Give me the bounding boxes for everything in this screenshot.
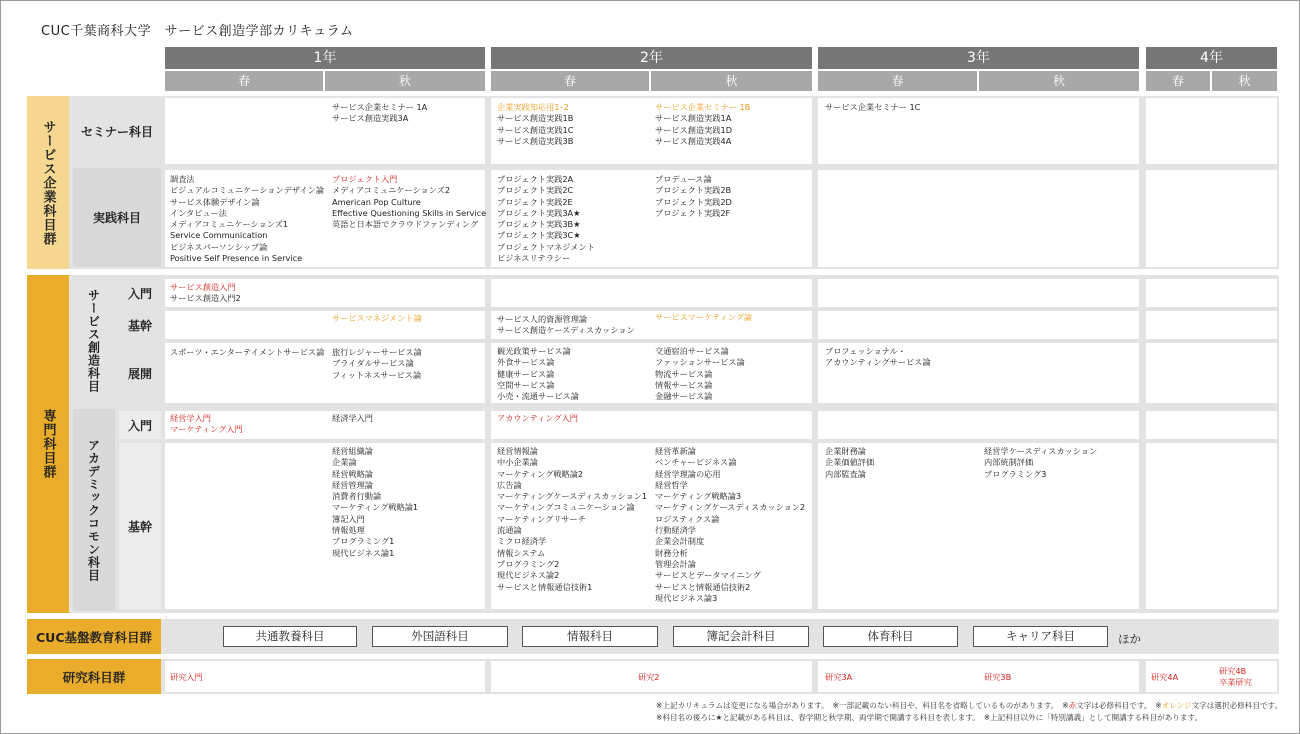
course-item: サービス創造入門	[170, 282, 236, 292]
list-kikan-a-y2-spring	[497, 446, 647, 593]
course-item: 企業財務論	[825, 446, 866, 456]
course-item: 経営情報論	[497, 446, 538, 456]
list-nyumon-a-y1-autumn	[332, 413, 373, 424]
course-item: 中小企業論	[497, 457, 538, 468]
cell-nyumon-a-y4	[1146, 411, 1277, 439]
course-item: ベンチャービジネス論	[655, 457, 737, 468]
course-item: 空間サービス論	[497, 379, 555, 390]
list-kikan-s-y1-autumn	[332, 313, 422, 324]
course-item: プロジェクト実践3B★	[497, 219, 581, 230]
course-item: サービス体験デザイン論	[170, 196, 260, 207]
list-seminar-y2-spring	[497, 102, 573, 147]
course-item: プロジェクトマネジメント	[497, 241, 595, 252]
course-item: 行動経済学	[655, 525, 696, 536]
footnote-1: ※上記カリキュラムは変更になる場合があります。 ※一部記載のない科目や、科目名を省略しているものがあります。 ※赤文字は必修科目です。 ※オレンジ文字は選択必修科目です。	[656, 701, 1283, 710]
course-item: 経営哲学	[655, 479, 688, 490]
course-item: プロジェクト実践2D	[655, 196, 732, 207]
course-item: 内部監査論	[825, 468, 866, 479]
list-jissen-y2-autumn	[655, 174, 732, 219]
course-item: Service Communication	[170, 230, 268, 241]
course-item: インタビュー法	[170, 207, 227, 218]
row-label-nyumon-a: 入門	[119, 411, 161, 439]
list-nyumon-a-y1-spring	[170, 413, 243, 436]
list-tenkai-y1-autumn	[332, 347, 422, 381]
list-tenkai-y3	[825, 346, 931, 369]
cell-jissen-y3	[818, 170, 1139, 267]
course-item: サービス企業セミナー 1A	[332, 102, 428, 112]
course-item: 経営学入門	[170, 413, 211, 423]
course-item: 経済学入門	[332, 413, 373, 423]
course-item: 消費者行動論	[332, 491, 382, 502]
list-kikan-a-y1-autumn	[332, 446, 418, 559]
course-item: マーケティングケースディスカッション2	[655, 502, 806, 513]
course-item: 現代ビジネス論1	[332, 547, 395, 558]
list-seminar-y1-autumn	[332, 102, 427, 125]
cell-kikan-a-y4	[1146, 443, 1277, 609]
course-item: サービス創造実践1B	[497, 113, 574, 124]
course-item: Effective Questioning Skills in Service	[332, 207, 487, 218]
y1-autumn-header: 秋	[325, 71, 485, 91]
course-item: アカウンティングサービス論	[825, 357, 931, 368]
course-item: 経営学ケースディスカッション	[984, 446, 1098, 456]
cell-nyumon-s-y4	[1146, 279, 1277, 307]
y4-spring-header: 春	[1146, 71, 1210, 91]
course-item: プロジェクト実践2A	[497, 174, 574, 184]
course-item: 調査法	[170, 174, 195, 184]
course-item: 簿記入門	[332, 513, 365, 524]
list-seminar-y3	[825, 102, 920, 113]
course-item: サービス創造実践1C	[497, 124, 574, 135]
course-item: サービスとデータマイニング	[655, 570, 761, 581]
course-item: プロジェクト実践2F	[655, 207, 731, 218]
course-item: Positive Self Presence in Service	[170, 253, 303, 264]
row-label-tenkai: 展開	[127, 366, 152, 381]
course-item: マーケティングケースディスカッション1	[497, 491, 648, 502]
cell-seminar-y1	[165, 98, 485, 164]
course-item: 企業会計制度	[655, 536, 705, 547]
year-1-header: 1年	[165, 47, 485, 69]
course-item: プロフェッショナル・	[825, 346, 906, 356]
course-item: 管理会計論	[655, 558, 696, 569]
course-item: 情報サービス論	[655, 379, 713, 390]
year-3-header: 3年	[818, 47, 1139, 69]
service-kigyo-group-label: サービス企業科目群	[27, 96, 69, 269]
kenkyu-y4c: 卒業研究	[1219, 677, 1252, 687]
course-item: 経営戦略論	[332, 468, 373, 479]
course-item: プロジェクト実践2E	[497, 196, 573, 207]
cell-nyumon-a-y3	[818, 411, 1139, 439]
kenkyu-y4b: 研究4B	[1219, 666, 1247, 676]
course-item: 企業実践知応用1･2	[497, 102, 569, 112]
course-item: ビジネスリテラシー	[497, 253, 571, 264]
course-item: サービス創造ケースディスカッション	[497, 325, 635, 336]
y4-autumn-header: 秋	[1212, 71, 1277, 91]
course-item: サービス企業セミナー 1B	[655, 102, 751, 112]
row-label-seminar: セミナー科目	[80, 124, 153, 139]
kenkyu-label: 研究科目群	[27, 659, 161, 694]
course-item: サービスマネジメント論	[332, 313, 422, 323]
year-2-header: 2年	[491, 47, 812, 69]
kenkyu-y1: 研究入門	[170, 672, 203, 682]
list-jissen-y2-spring	[497, 174, 595, 264]
course-item: サービス人的資源管理論	[497, 314, 588, 324]
course-item: プロジェクト入門	[332, 174, 398, 184]
course-item: ブライダルサービス論	[332, 358, 414, 369]
list-kikan-s-y2-spring	[497, 314, 635, 337]
academic-common-label: アカデミックコモン科目	[73, 409, 115, 611]
course-item: 交通宿泊サービス論	[655, 346, 729, 356]
course-item: サービス創造実践1D	[655, 124, 733, 135]
course-item: 健康サービス論	[497, 368, 555, 379]
taiiku-button[interactable]: 体育科目	[823, 626, 958, 647]
service-sozo-label: サービス創造科目	[86, 289, 101, 393]
y2-autumn-header: 秋	[651, 71, 812, 91]
course-item: 小売・流通サービス論	[497, 391, 579, 402]
course-item: プログラミング1	[332, 536, 395, 547]
course-item: メディアコミュニケーションズ2	[332, 185, 451, 196]
kenkyu-y2: 研究2	[638, 672, 660, 682]
course-item: プロデュース論	[655, 174, 712, 184]
list-kikan-s-y2-autumn	[655, 312, 752, 323]
list-nyumon-s-y1	[170, 282, 241, 305]
page-title: CUC千葉商科大学 サービス創造学部カリキュラム	[41, 24, 354, 39]
course-item: プロジェクト実践2B	[655, 185, 732, 196]
cell-kikan-a-y1	[165, 443, 485, 609]
course-item: サービスと情報通信技術1	[497, 581, 593, 592]
course-item: サービス創造入門2	[170, 293, 241, 304]
course-item: 企業価値評価	[825, 457, 875, 468]
course-item: プロジェクト実践3A★	[497, 207, 581, 218]
course-item: 内部統制評価	[984, 457, 1034, 468]
course-item: 金融サービス論	[655, 391, 713, 402]
course-item: 広告論	[497, 479, 522, 490]
kyotsu-kyoyo-button[interactable]: 共通教養科目	[223, 626, 357, 647]
course-item: 現代ビジネス論3	[655, 592, 718, 603]
course-item: ビジネスパーソンシップ論	[170, 241, 268, 252]
list-tenkai-y2-autumn	[655, 346, 745, 402]
course-item: American Pop Culture	[332, 196, 421, 207]
course-item: マーケティング入門	[170, 424, 243, 435]
course-item: サービスと情報通信技術2	[655, 581, 751, 592]
list-nyumon-a-y2	[497, 413, 578, 424]
course-item: 経営管理論	[332, 479, 373, 490]
course-item: サービス創造実践3A	[332, 113, 409, 124]
course-item: 旅行レジャーサービス論	[332, 347, 422, 357]
y1-spring-header: 春	[165, 71, 323, 91]
course-item: プログラミング2	[497, 558, 560, 569]
list-kikan-a-y2-autumn	[655, 446, 805, 604]
row-label-jissen: 実践科目	[73, 168, 161, 267]
course-item: 経営組織論	[332, 446, 373, 456]
list-seminar-y2-autumn	[655, 102, 750, 147]
course-item: 情報システム	[497, 547, 546, 558]
course-item: ミクロ経済学	[497, 536, 547, 547]
course-item: サービスマーケティング論	[655, 312, 753, 322]
y2-spring-header: 春	[491, 71, 649, 91]
course-item: 流通論	[497, 525, 522, 536]
course-item: 経営革新論	[655, 446, 696, 456]
course-item: マーケティングリサーチ	[497, 513, 586, 524]
course-item: ビジュアルコミュニケーションデザイン論	[170, 185, 325, 196]
course-item: 現代ビジネス論2	[497, 570, 560, 581]
course-item: マーケティング戦略論1	[332, 502, 419, 513]
y3-spring-header: 春	[818, 71, 977, 91]
list-jissen-y1-autumn	[332, 174, 486, 230]
kenkyu-y3a: 研究3A	[825, 672, 853, 682]
course-item: フィットネスサービス論	[332, 369, 422, 380]
list-kikan-a-y3-autumn	[984, 446, 1097, 480]
course-item: プロジェクト実践2C	[497, 185, 574, 196]
list-tenkai-y2-spring	[497, 346, 579, 402]
course-item: 英語と日本語でクラウドファンディング	[332, 219, 479, 230]
row-label-kikan-a: 基幹	[119, 443, 161, 609]
course-item: ファッションサービス論	[655, 357, 745, 368]
course-item: マーケティング戦略論2	[497, 468, 584, 479]
course-item: 経営学理論の応用	[655, 468, 721, 479]
row-label-nyumon-s: 入門	[127, 286, 152, 301]
course-item: マーケティング戦略論3	[655, 491, 742, 502]
course-item: 財務分析	[655, 547, 688, 558]
course-item: 観光政策サービス論	[497, 346, 571, 356]
kenkyu-y3b: 研究3B	[984, 672, 1012, 682]
y3-autumn-header: 秋	[979, 71, 1139, 91]
senmon-group-label: 専門科目群	[27, 275, 69, 613]
kiban-label: CUC基盤教育科目群	[27, 619, 161, 654]
joho-button[interactable]: 情報科目	[522, 626, 658, 647]
list-kikan-a-y3-spring	[825, 446, 874, 480]
boki-kaikei-button[interactable]: 簿記会計科目	[673, 626, 809, 647]
cell-kenkyu-y3	[818, 661, 1139, 692]
course-item: メディアコミュニケーションズ1	[170, 219, 289, 230]
course-item: 外食サービス論	[497, 357, 555, 368]
cell-kikan-s-y3	[818, 311, 1139, 339]
course-item: サービス創造実践4A	[655, 135, 732, 146]
course-item: 物流サービス論	[655, 368, 713, 379]
course-item: マーケティングコミュニケーション論	[497, 502, 635, 513]
course-item: 情報処理	[332, 525, 365, 536]
cell-tenkai-y4	[1146, 343, 1277, 403]
gaikokugo-button[interactable]: 外国語科目	[372, 626, 508, 647]
cell-jissen-y4	[1146, 170, 1277, 267]
course-item: アカウンティング入門	[497, 413, 578, 423]
list-tenkai-y1-spring	[170, 347, 324, 358]
career-button[interactable]: キャリア科目	[973, 626, 1108, 647]
course-item: ロジスティクス論	[655, 513, 720, 524]
course-item: サービス創造実践1A	[655, 113, 732, 124]
kiban-other: ほか	[1118, 632, 1141, 646]
course-item: サービス企業セミナー 1C	[825, 102, 921, 112]
row-label-kikan-s: 基幹	[127, 318, 152, 333]
year-4-header: 4年	[1146, 47, 1277, 69]
list-jissen-y1-spring	[170, 174, 324, 264]
kenkyu-y4a: 研究4A	[1151, 672, 1179, 682]
course-item: サービス創造実践3B	[497, 135, 574, 146]
course-item: プログラミング3	[984, 468, 1047, 479]
footnote-2: ※科目名の後ろに★と記載がある科目は、春学期と秋学期、両学期で開講する科目を表します。 ※上記科目以外に「特別講義」として開講する科目があります。	[656, 713, 1203, 722]
cell-nyumon-s-y2	[491, 279, 812, 307]
cell-kikan-s-y1	[165, 311, 485, 339]
course-item: プロジェクト実践3C★	[497, 230, 581, 241]
cell-kikan-s-y4	[1146, 311, 1277, 339]
course-item: 企業論	[332, 457, 357, 468]
cell-seminar-y4	[1146, 98, 1277, 164]
course-item: スポーツ・エンターテイメントサービス論	[170, 347, 325, 357]
cell-nyumon-s-y3	[818, 279, 1139, 307]
cell-kenkyu-y1	[165, 661, 485, 692]
